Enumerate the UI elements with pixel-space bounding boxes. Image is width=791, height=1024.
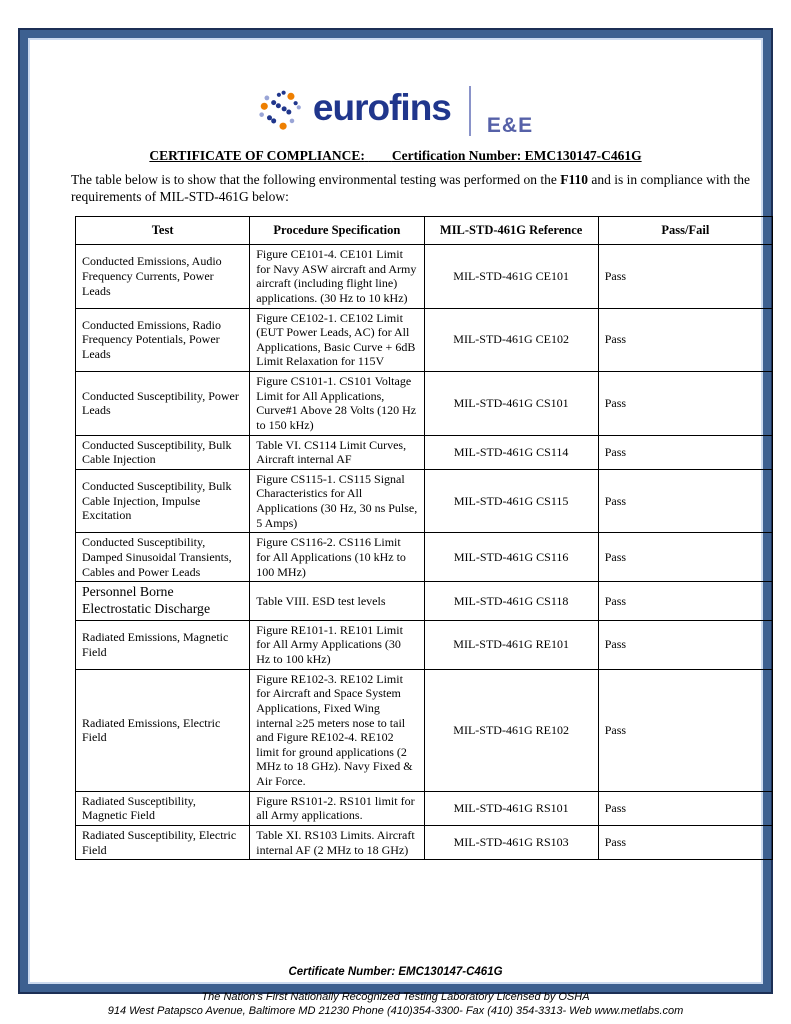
cell-ref: MIL-STD-461G RE101 (424, 620, 598, 669)
cell-result: Pass (598, 533, 772, 582)
cell-spec: Figure CE101-4. CE101 Limit for Navy ASW aircraft and Army aircraft (including flight line) applications. (30 Hz to 10 kHz) (250, 245, 424, 309)
cell-spec: Table VI. CS114 Limit Curves, Aircraft internal AF (250, 435, 424, 469)
table-row (76, 435, 773, 469)
cell-ref: MIL-STD-461G RE102 (424, 669, 598, 791)
cell-result: Pass (598, 825, 772, 859)
eurofins-logo (28, 82, 763, 138)
table-row (76, 308, 773, 372)
table-row (76, 791, 773, 825)
cell-result: Pass (598, 308, 772, 372)
cell-ref: MIL-STD-461G CS115 (424, 469, 598, 533)
footer-lab-address: 914 West Patapsco Avenue, Baltimore MD 21230 Phone (410)354-3300- Fax (410) 354-3313- Web www.metlabs.com (107, 1004, 684, 1017)
page-footer (28, 966, 763, 1019)
col-header-test: Test (76, 217, 250, 245)
cell-spec: Table XI. RS103 Limits. Aircraft internal AF (2 MHz to 18 GHz) (250, 825, 424, 859)
cell-result: Pass (598, 669, 772, 791)
cell-ref: MIL-STD-461G CE101 (424, 245, 598, 309)
cell-spec: Table VIII. ESD test levels (250, 582, 424, 621)
cell-spec: Figure CS101-1. CS101 Voltage Limit for All Applications, Curve#1 Above 28 Volts (120 Hz to 150 kHz) (250, 372, 424, 436)
cell-result: Pass (598, 372, 772, 436)
cell-test: Conducted Susceptibility, Damped Sinusoidal Transients, Cables and Power Leads (76, 533, 250, 582)
cell-spec: Figure RS101-2. RS101 limit for all Army applications. (250, 791, 424, 825)
intro-paragraph (71, 172, 783, 205)
document-title (28, 148, 763, 164)
cell-spec: Figure CS116-2. CS116 Limit for All Applications (10 kHz to 100 MHz) (250, 533, 424, 582)
cell-result: Pass (598, 791, 772, 825)
cell-ref: MIL-STD-461G RS103 (424, 825, 598, 859)
cell-test: Radiated Susceptibility, Magnetic Field (76, 791, 250, 825)
footer-certificate-number: Certificate Number: EMC130147-C461G (288, 966, 503, 978)
title-spacer (368, 148, 388, 163)
table-row (76, 372, 773, 436)
cell-test: Conducted Susceptibility, Bulk Cable Injection, Impulse Excitation (76, 469, 250, 533)
table-row (76, 533, 773, 582)
cell-test: Conducted Emissions, Audio Frequency Currents, Power Leads (76, 245, 250, 309)
brand-wordmark: eurofins (312, 87, 451, 128)
cell-ref: MIL-STD-461G CS114 (424, 435, 598, 469)
cell-test: Radiated Emissions, Electric Field (76, 669, 250, 791)
intro-text-after: and is in compliance with the requirements of MIL-STD-461G below: (71, 172, 750, 204)
cell-result: Pass (598, 469, 772, 533)
cell-ref: MIL-STD-461G CS118 (424, 582, 598, 621)
table-header-row (76, 217, 773, 245)
col-header-result: Pass/Fail (598, 217, 772, 245)
compliance-table (75, 216, 773, 860)
table-row (76, 582, 773, 621)
cell-test: Conducted Susceptibility, Power Leads (76, 372, 250, 436)
col-header-spec: Procedure Specification (250, 217, 424, 245)
page-border-frame (20, 30, 771, 1017)
table-row (76, 620, 773, 669)
table-row (76, 669, 773, 791)
cell-ref: MIL-STD-461G CS116 (424, 533, 598, 582)
title-cert-number: Certification Number: EMC130147-C461G (391, 148, 642, 163)
logo-divider (469, 86, 471, 136)
cell-test: Conducted Emissions, Radio Frequency Potentials, Power Leads (76, 308, 250, 372)
cell-test: Radiated Emissions, Magnetic Field (76, 620, 250, 669)
cell-test: Personnel Borne Electrostatic Discharge (76, 582, 250, 621)
cell-spec: Figure CE102-1. CE102 Limit (EUT Power Leads, AC) for All Applications, Basic Curve + 6dB Limit Relaxation for 115V (250, 308, 424, 372)
intro-product-name: F110 (560, 172, 589, 187)
col-header-ref: MIL-STD-461G Reference (424, 217, 598, 245)
table-row (76, 245, 773, 309)
cell-spec: Figure RE102-3. RE102 Limit for Aircraft and Space System Applications, Fixed Wing internal ≥25 meters nose to tail and Figure RE102-4. RE102 limit for ground applications (2 MHz to 18 GHz). Navy Fixed & Air Force. (250, 669, 424, 791)
cell-spec: Figure CS115-1. CS115 Signal Characteristics for All Applications (30 Hz, 30 ns Pulse, 5 Amps) (250, 469, 424, 533)
cell-ref: MIL-STD-461G RS101 (424, 791, 598, 825)
cell-result: Pass (598, 620, 772, 669)
division-label: E&E (486, 114, 534, 137)
table-row (76, 469, 773, 533)
table-row (76, 825, 773, 859)
cell-result: Pass (598, 435, 772, 469)
footer-lab-accreditation: The Nation's First Nationally Recognized Testing Laboratory Licensed by OSHA (201, 991, 590, 1003)
cell-test: Radiated Susceptibility, Electric Field (76, 825, 250, 859)
cell-result: Pass (598, 245, 772, 309)
cell-ref: MIL-STD-461G CE102 (424, 308, 598, 372)
intro-text-before: The table below is to show that the following environmental testing was performed on the (71, 172, 561, 187)
cell-ref: MIL-STD-461G CS101 (424, 372, 598, 436)
cell-test: Conducted Susceptibility, Bulk Cable Injection (76, 435, 250, 469)
cell-spec: Figure RE101-1. RE101 Limit for All Army Applications (30 Hz to 100 kHz) (250, 620, 424, 669)
cell-result: Pass (598, 582, 772, 621)
title-certificate: CERTIFICATE OF COMPLIANCE: (149, 148, 365, 163)
eurofins-dots-icon (258, 88, 304, 134)
